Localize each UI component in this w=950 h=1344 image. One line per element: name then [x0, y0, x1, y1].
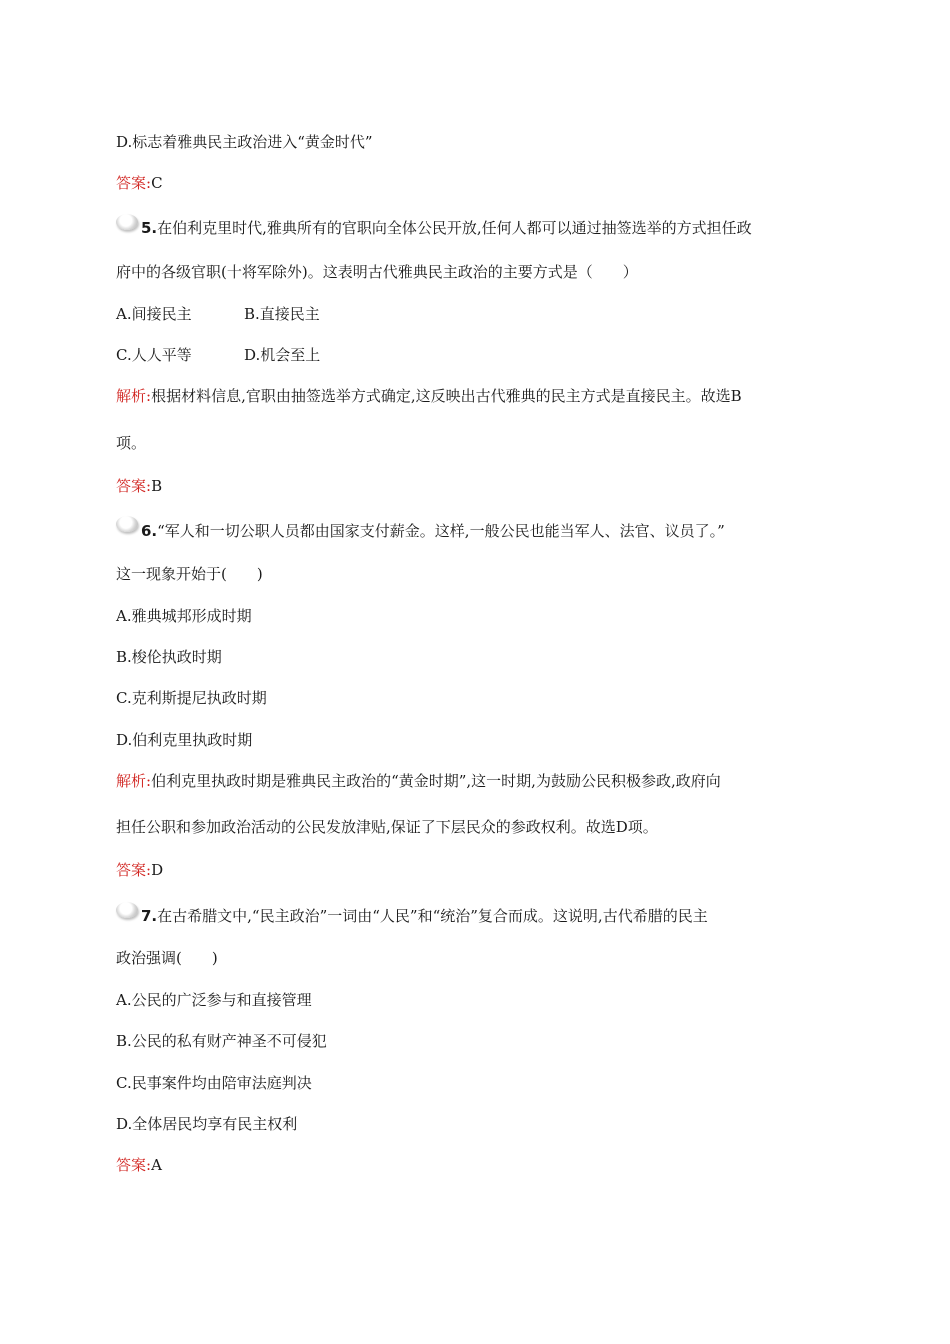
question-marker-icon [116, 516, 138, 532]
q5-option-d: D.机会至上 [244, 346, 321, 364]
answer-value: A [151, 1156, 162, 1174]
q5-option-a: A.间接民主 [116, 305, 192, 323]
q4-answer [116, 173, 163, 193]
q5-answer [116, 476, 162, 496]
q6-analysis-line1 [116, 771, 721, 791]
question-marker-icon [116, 214, 138, 230]
q7-option-a: A.公民的广泛参与和直接管理 [116, 991, 312, 1009]
question-number: 6. [141, 522, 158, 540]
q5-stem-line1 [141, 218, 752, 238]
q7-stem-line2: 政治强调( ) [116, 949, 218, 967]
q7-stem-line1 [141, 906, 708, 926]
analysis-label: 解析: [116, 387, 152, 405]
q6-answer [116, 860, 163, 880]
q6-stem-line1 [141, 521, 725, 541]
analysis-text: 根据材料信息,官职由抽签选举方式确定,这反映出古代雅典的民主方式是直接民主。故选B [151, 387, 742, 405]
q5-options-row1 [116, 304, 816, 324]
analysis-text: 伯利克里执政时期是雅典民主政治的“黄金时期”,这一时期,为鼓励公民积极参政,政府向 [151, 772, 721, 790]
q6-option-c: C.克利斯提尼执政时期 [116, 689, 267, 707]
question-number: 5. [141, 219, 158, 237]
q6-stem-line2: 这一现象开始于( ) [116, 565, 263, 583]
question-text: 在古希腊文中,“民主政治”一词由“人民”和“统治”复合而成。这说明,古代希腊的民主 [157, 907, 708, 925]
answer-label: 答案: [116, 477, 152, 495]
analysis-label: 解析: [116, 772, 152, 790]
q5-options-row2 [116, 345, 816, 365]
answer-value: B [151, 477, 163, 495]
q6-option-a: A.雅典城邦形成时期 [116, 607, 252, 625]
question-number: 7. [141, 907, 158, 925]
question-text: 在伯利克里时代,雅典所有的官职向全体公民开放,任何人都可以通过抽签选举的方式担任政 [157, 219, 752, 237]
q5-option-c: C.人人平等 [116, 346, 192, 364]
question-text: “军人和一切公职人员都由国家支付薪金。这样,一般公民也能当军人、法官、议员了。” [157, 522, 725, 540]
q7-option-d: D.全体居民均享有民主权利 [116, 1115, 298, 1133]
q4-option-d: D.标志着雅典民主政治进入“黄金时代” [116, 133, 373, 151]
answer-label: 答案: [116, 174, 152, 192]
q5-stem-line2: 府中的各级官职(十将军除外)。这表明古代雅典民主政治的主要方式是（ ） [116, 263, 638, 281]
q5-analysis-line1 [116, 386, 742, 406]
q6-option-d: D.伯利克里执政时期 [116, 731, 253, 749]
answer-value: C [151, 174, 163, 192]
answer-label: 答案: [116, 861, 152, 879]
q6-option-b: B.梭伦执政时期 [116, 648, 222, 666]
answer-label: 答案: [116, 1156, 152, 1174]
answer-value: D [151, 861, 164, 879]
q5-analysis-line2: 项。 [116, 434, 147, 452]
q6-analysis-line2: 担任公职和参加政治活动的公民发放津贴,保证了下层民众的参政权利。故选D项。 [116, 818, 658, 836]
q7-option-c: C.民事案件均由陪审法庭判决 [116, 1074, 312, 1092]
q7-answer [116, 1155, 162, 1175]
q5-option-b: B.直接民主 [244, 305, 320, 323]
question-marker-icon [116, 902, 138, 918]
q7-option-b: B.公民的私有财产神圣不可侵犯 [116, 1032, 327, 1050]
